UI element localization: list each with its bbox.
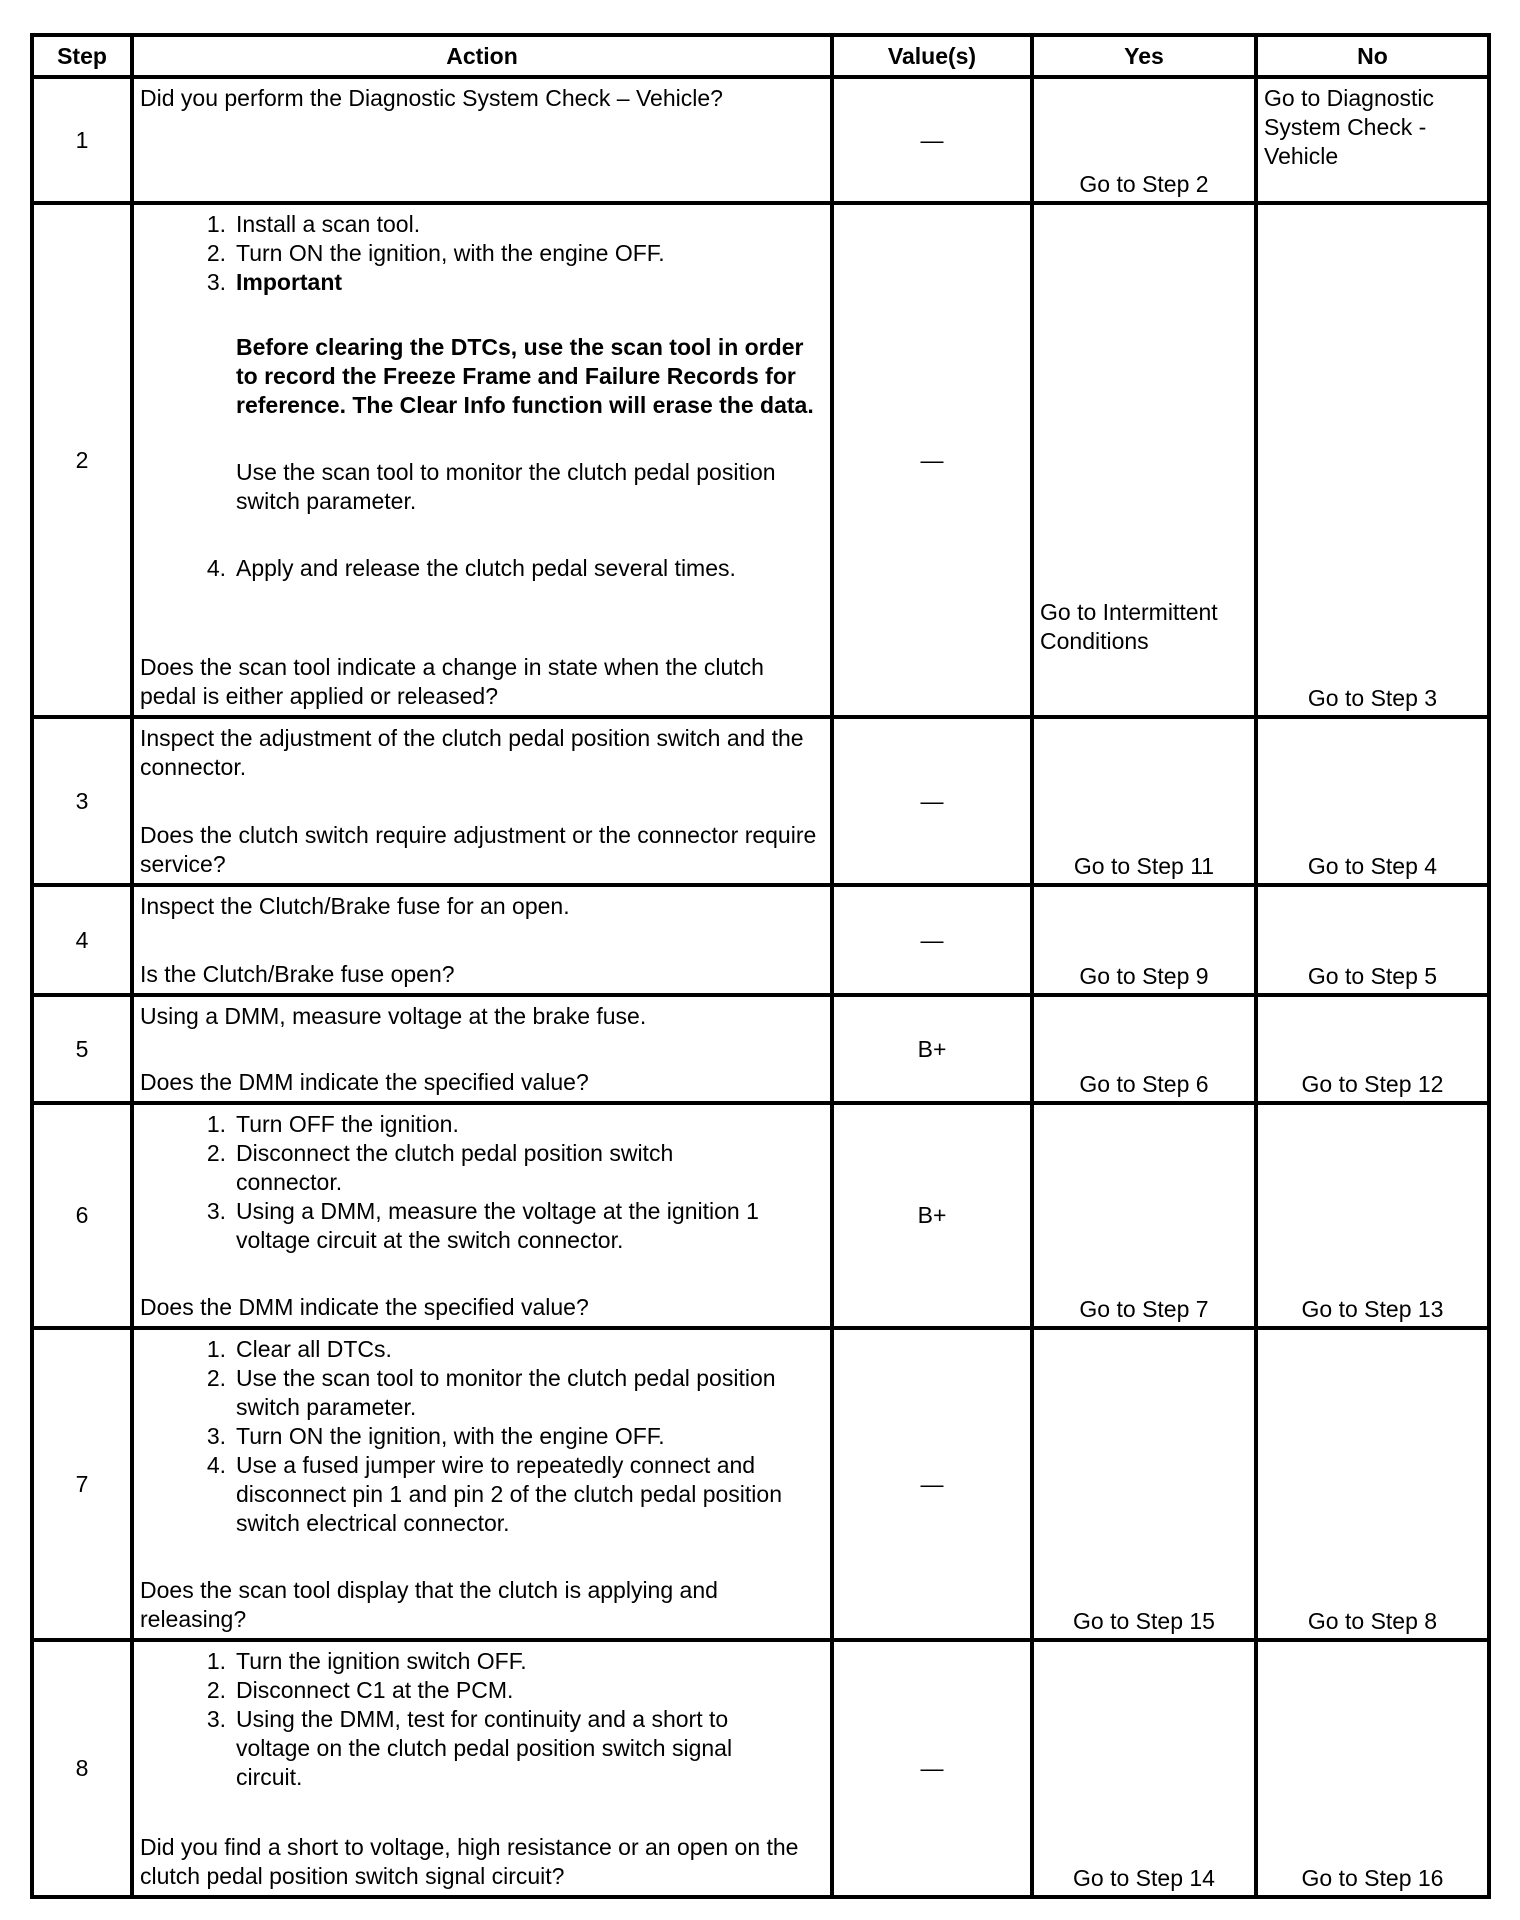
action-question: Does the DMM indicate the specified value?: [140, 1069, 589, 1095]
action-step: 2. Use the scan tool to monitor the clutch pedal position switch parameter.: [206, 1365, 776, 1420]
no-link[interactable]: Go to Step 16: [1301, 1865, 1444, 1891]
yes-link[interactable]: Go to Step 9: [1079, 963, 1209, 989]
yes-link[interactable]: Go to Step 7: [1079, 1296, 1209, 1322]
yes-cell: [1032, 203, 1256, 717]
header-no: No: [1256, 35, 1489, 77]
step-number: 1: [32, 77, 132, 203]
action-cell: [132, 1640, 832, 1897]
step-number: 6: [32, 1103, 132, 1328]
action-step: 1. Turn the ignition switch OFF.: [206, 1648, 527, 1674]
action-step: 3. Important: [206, 269, 343, 295]
header-step: Step: [32, 35, 132, 77]
action-steps: [140, 1647, 824, 1792]
value-cell: —: [832, 885, 1032, 995]
step-number: 5: [32, 995, 132, 1103]
action-text: Inspect the adjustment of the clutch pedal position switch and the connector.: [140, 725, 804, 780]
no-link[interactable]: Go to Step 4: [1307, 853, 1438, 879]
header-row: [32, 35, 1489, 77]
no-cell: [1256, 77, 1489, 203]
action-cell: [132, 77, 832, 203]
no-cell: [1256, 203, 1489, 717]
no-cell: [1256, 1640, 1489, 1897]
yes-cell: [1032, 995, 1256, 1103]
action-cell: [132, 203, 832, 717]
no-cell: [1256, 717, 1489, 885]
action-steps: [140, 1335, 824, 1538]
no-link[interactable]: Go to Step 3: [1307, 685, 1438, 711]
yes-link[interactable]: Go to Intermittent Conditions: [1040, 599, 1218, 654]
value-cell: —: [832, 1328, 1032, 1640]
yes-link[interactable]: Go to Step 6: [1079, 1071, 1209, 1097]
action-question: Does the DMM indicate the specified value?: [140, 1294, 589, 1320]
action-cell: [132, 885, 832, 995]
step-number: 7: [32, 1328, 132, 1640]
action-text: Inspect the Clutch/Brake fuse for an open.: [140, 893, 570, 919]
yes-link[interactable]: Go to Step 14: [1073, 1865, 1215, 1891]
action-cell: [132, 1328, 832, 1640]
no-cell: [1256, 995, 1489, 1103]
important-note: Before clearing the DTCs, use the scan tool in order to record the Freeze Frame and Failure Records for reference. The Clear Info function will erase the data.: [236, 334, 814, 418]
value-cell: —: [832, 717, 1032, 885]
value-cell: B+: [832, 1103, 1032, 1328]
action-text: Using a DMM, measure voltage at the brake fuse.: [140, 1003, 647, 1029]
yes-link[interactable]: Go to Step 11: [1073, 853, 1215, 879]
action-step: 1. Turn OFF the ignition.: [206, 1111, 459, 1137]
table-row: [32, 77, 1489, 203]
table-row: [32, 1328, 1489, 1640]
action-question: Is the Clutch/Brake fuse open?: [140, 961, 455, 987]
header-values: Value(s): [832, 35, 1032, 77]
yes-cell: [1032, 77, 1256, 203]
no-link[interactable]: Go to Diagnostic System Check - Vehicle: [1264, 85, 1435, 169]
action-step: 1. Clear all DTCs.: [206, 1336, 392, 1362]
no-link[interactable]: Go to Step 13: [1301, 1296, 1444, 1322]
value-cell: B+: [832, 995, 1032, 1103]
no-link[interactable]: Go to Step 12: [1301, 1071, 1444, 1097]
no-cell: [1256, 1103, 1489, 1328]
no-link[interactable]: Go to Step 8: [1307, 1608, 1438, 1634]
action-step: 3. Turn ON the ignition, with the engine OFF.: [206, 1423, 665, 1449]
action-question: Does the clutch switch require adjustment or the connector require service?: [140, 822, 817, 877]
action-question: Does the scan tool display that the clutch is applying and releasing?: [140, 1577, 718, 1632]
yes-cell: [1032, 1103, 1256, 1328]
action-cell: [132, 995, 832, 1103]
action-cell: [132, 1103, 832, 1328]
diagnostic-table: [30, 33, 1491, 1899]
action-steps: [140, 210, 824, 297]
action-question: Did you find a short to voltage, high resistance or an open on the clutch pedal position switch signal circuit?: [140, 1834, 799, 1889]
action-step: 4. Apply and release the clutch pedal several times.: [206, 555, 736, 581]
action-step: 2. Turn ON the ignition, with the engine OFF.: [206, 240, 665, 266]
action-step: 1. Install a scan tool.: [206, 211, 421, 237]
table-row: [32, 1640, 1489, 1897]
action-question: Does the scan tool indicate a change in state when the clutch pedal is either applied or released?: [140, 654, 764, 709]
step-number: 4: [32, 885, 132, 995]
table-row: [32, 885, 1489, 995]
yes-cell: [1032, 717, 1256, 885]
header-action: Action: [132, 35, 832, 77]
action-note: Use the scan tool to monitor the clutch pedal position switch parameter.: [236, 459, 776, 514]
yes-cell: [1032, 1640, 1256, 1897]
table-row: [32, 1103, 1489, 1328]
value-cell: —: [832, 203, 1032, 717]
step-number: 3: [32, 717, 132, 885]
value-cell: —: [832, 77, 1032, 203]
action-step: 2. Disconnect C1 at the PCM.: [206, 1677, 514, 1703]
no-link[interactable]: Go to Step 5: [1307, 963, 1438, 989]
action-step: 2. Disconnect the clutch pedal position switch connector.: [206, 1140, 674, 1195]
value-cell: —: [832, 1640, 1032, 1897]
header-yes: Yes: [1032, 35, 1256, 77]
no-cell: [1256, 885, 1489, 995]
action-step: 3. Using a DMM, measure the voltage at the ignition 1 voltage circuit at the switch connector.: [206, 1198, 759, 1253]
step-number: 8: [32, 1640, 132, 1897]
yes-cell: [1032, 1328, 1256, 1640]
yes-cell: [1032, 885, 1256, 995]
table-row: [32, 995, 1489, 1103]
step-number: 2: [32, 203, 132, 717]
yes-link[interactable]: Go to Step 15: [1073, 1608, 1215, 1634]
action-text: Did you perform the Diagnostic System Check – Vehicle?: [140, 85, 723, 111]
yes-link[interactable]: Go to Step 2: [1079, 171, 1209, 197]
no-cell: [1256, 1328, 1489, 1640]
table-row: [32, 203, 1489, 717]
action-steps: [140, 1110, 824, 1255]
action-cell: [132, 717, 832, 885]
table-row: [32, 717, 1489, 885]
action-step: 3. Using the DMM, test for continuity and a short to voltage on the clutch pedal position switch signal circuit.: [206, 1706, 733, 1790]
action-step: 4. Use a fused jumper wire to repeatedly connect and disconnect pin 1 and pin 2 of the clutch pedal position switch electrical connector.: [206, 1452, 782, 1536]
